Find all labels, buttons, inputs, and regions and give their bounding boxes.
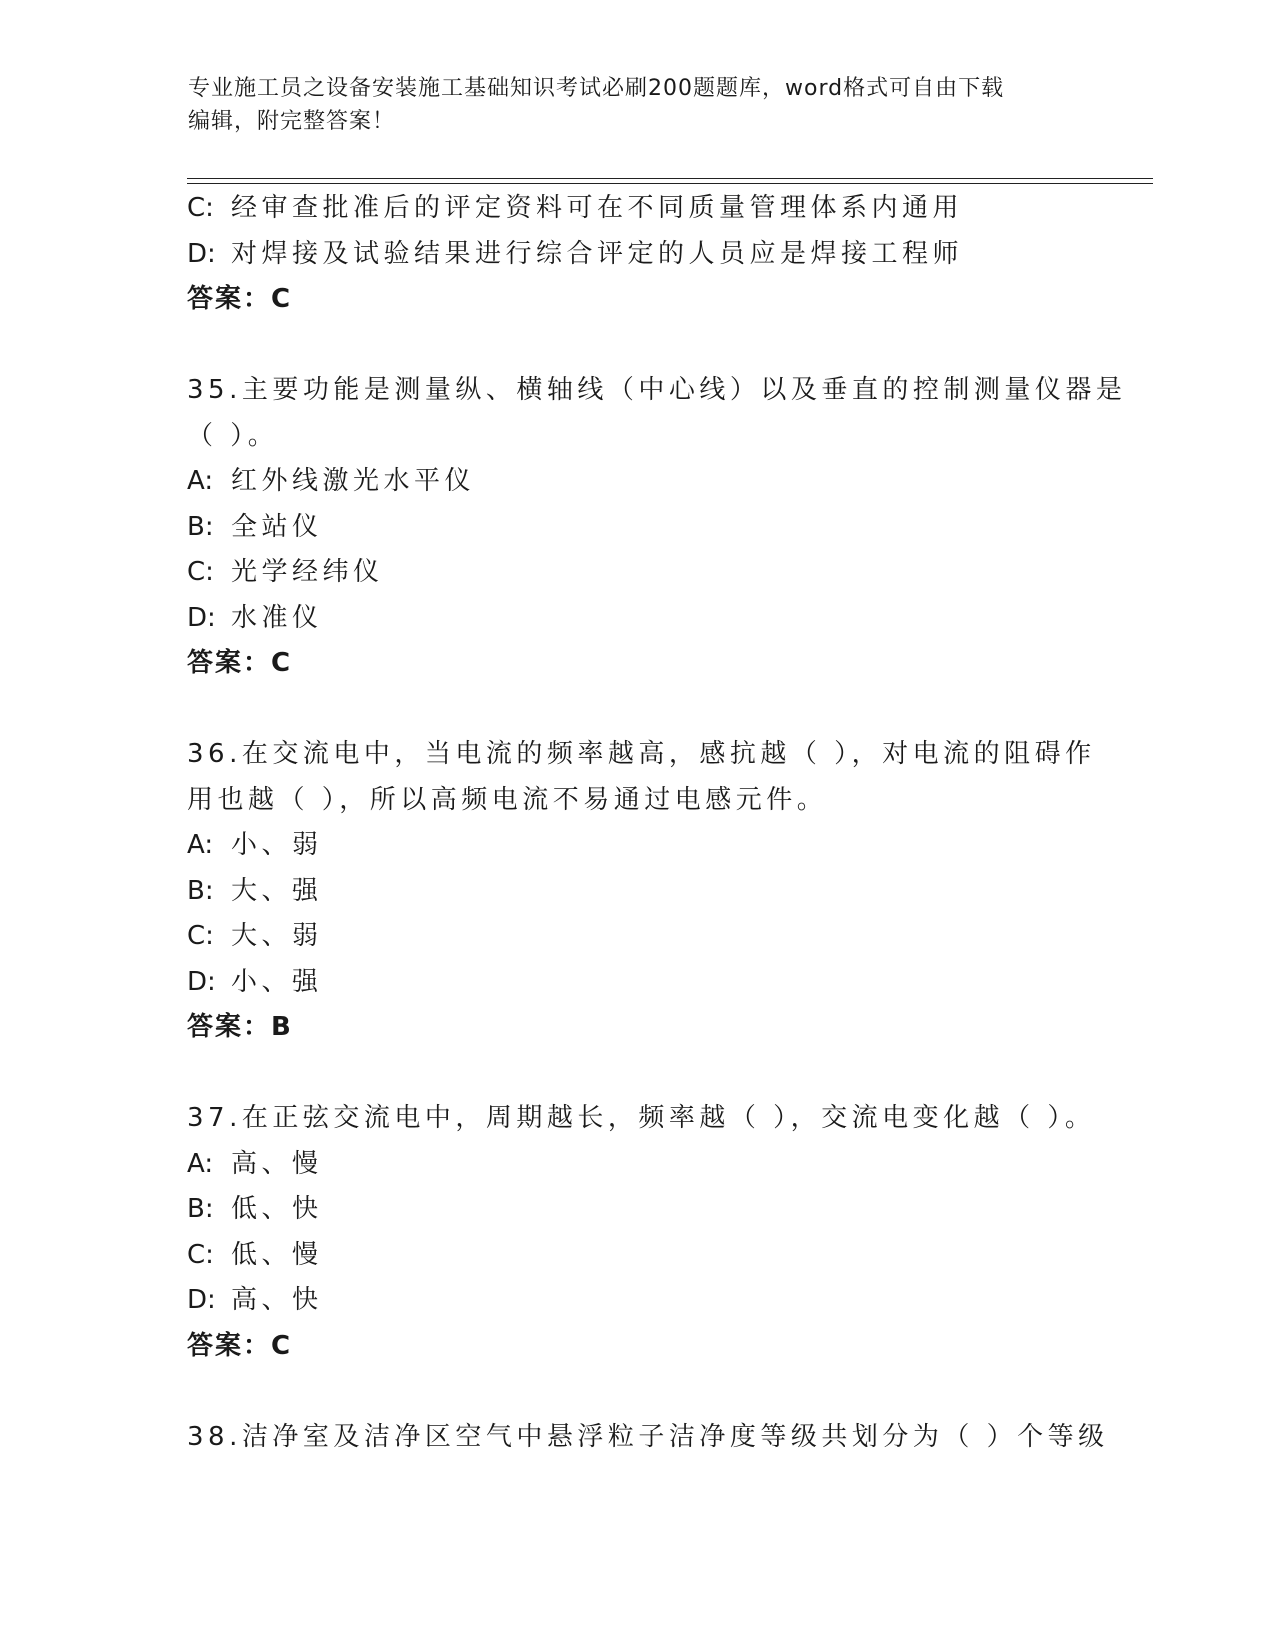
option-text: 高、慢 bbox=[231, 1148, 323, 1179]
option-text: 低、快 bbox=[231, 1194, 323, 1224]
answer-line: 答案：C bbox=[187, 1330, 293, 1361]
question-37 bbox=[187, 1096, 1107, 1369]
option-key: C: bbox=[187, 1239, 214, 1270]
header-title-line-1: 专业施工员之设备安装施工基础知识考试必刷200题题库，word格式可自由下载 bbox=[188, 76, 1005, 101]
question-stem: （ ）。 bbox=[187, 420, 279, 451]
question-stem: 37.在正弦交流电中，周期越长，频率越（ ），交流电变化越（ ）。 bbox=[187, 1103, 1096, 1133]
option-a bbox=[187, 1142, 1107, 1188]
question-35 bbox=[187, 368, 1127, 687]
option-d bbox=[187, 960, 1107, 1006]
option-key: A: bbox=[187, 830, 214, 860]
option-key: C: bbox=[187, 557, 214, 587]
header-title-line-2: 编辑，附完整答案！ bbox=[188, 109, 396, 134]
option-key: D: bbox=[187, 1285, 216, 1315]
spacer bbox=[187, 1369, 1107, 1415]
option-text: 低、慢 bbox=[231, 1239, 323, 1270]
question-stem: 用也越（ ），所以高频电流不易通过电感元件。 bbox=[187, 784, 828, 815]
option-text: 大、弱 bbox=[231, 921, 323, 951]
question-38 bbox=[187, 1415, 1107, 1461]
option-a bbox=[187, 459, 1107, 505]
question-list bbox=[187, 186, 1127, 1460]
option-text: 大、强 bbox=[231, 875, 323, 906]
header-divider-bottom bbox=[187, 183, 1153, 184]
option-c bbox=[187, 186, 1107, 232]
question-stem: 35.主要功能是测量纵、横轴线（中心线）以及垂直的控制测量仪器是 bbox=[187, 375, 1127, 405]
option-b bbox=[187, 1187, 1107, 1233]
spacer bbox=[187, 1051, 1107, 1097]
answer-line: 答案：B bbox=[187, 1012, 293, 1042]
spacer bbox=[187, 687, 1107, 733]
question-36 bbox=[187, 732, 1107, 1051]
option-c bbox=[187, 550, 1107, 596]
option-text: 对焊接及试验结果进行综合评定的人员应是焊接工程师 bbox=[231, 238, 964, 269]
answer-line: 答案：C bbox=[187, 284, 293, 314]
option-key: C: bbox=[187, 921, 214, 951]
option-text: 光学经纬仪 bbox=[231, 557, 384, 587]
document-header bbox=[188, 72, 1088, 138]
question-stem: 38.洁净室及洁净区空气中悬浮粒子洁净度等级共划分为（ ）个等级 bbox=[187, 1421, 1109, 1452]
question-34-continued bbox=[187, 186, 1107, 323]
option-d bbox=[187, 596, 1107, 642]
option-key: B: bbox=[187, 511, 214, 542]
option-text: 小、弱 bbox=[231, 830, 323, 860]
option-b bbox=[187, 505, 1107, 551]
option-c bbox=[187, 1233, 1107, 1279]
header-divider-top bbox=[187, 178, 1153, 179]
option-key: D: bbox=[187, 966, 216, 997]
option-key: C: bbox=[187, 193, 214, 223]
option-key: D: bbox=[187, 602, 216, 633]
option-key: B: bbox=[187, 875, 214, 906]
option-key: D: bbox=[187, 238, 216, 269]
option-text: 红外线激光水平仪 bbox=[231, 466, 476, 496]
option-key: A: bbox=[187, 1148, 214, 1179]
spacer bbox=[187, 323, 1107, 369]
option-text: 水准仪 bbox=[231, 602, 323, 633]
option-text: 全站仪 bbox=[231, 511, 323, 542]
option-d bbox=[187, 1278, 1107, 1324]
option-a bbox=[187, 823, 1107, 869]
option-d bbox=[187, 232, 1107, 278]
option-b bbox=[187, 869, 1107, 915]
question-stem: 36.在交流电中，当电流的频率越高，感抗越（ ），对电流的阻碍作 bbox=[187, 739, 1096, 769]
option-key: B: bbox=[187, 1194, 214, 1224]
answer-line: 答案：C bbox=[187, 648, 293, 678]
option-c bbox=[187, 914, 1107, 960]
option-key: A: bbox=[187, 466, 214, 496]
option-text: 高、快 bbox=[231, 1285, 323, 1315]
option-text: 小、强 bbox=[231, 966, 323, 997]
option-text: 经审查批准后的评定资料可在不同质量管理体系内通用 bbox=[231, 193, 964, 223]
